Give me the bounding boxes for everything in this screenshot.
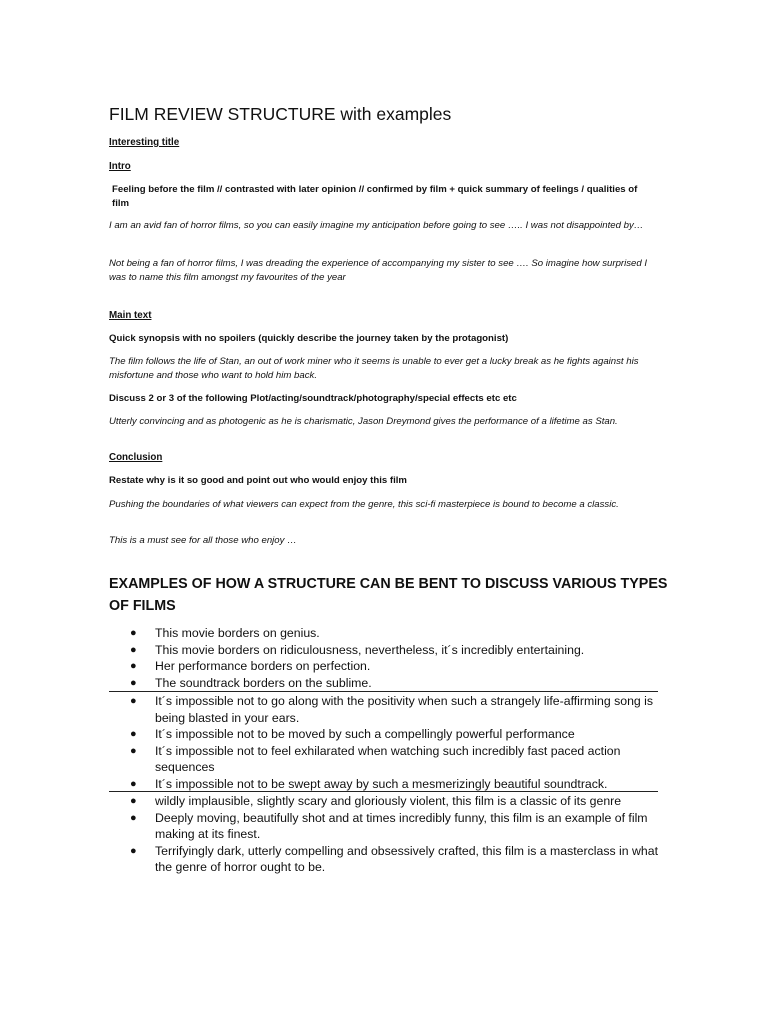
bullet-icon: ● <box>130 676 137 689</box>
intro-description: Feeling before the film // contrasted with later opinion // confirmed by film + quick summary of feelings / qualities of film <box>112 184 638 209</box>
conclusion-example-2: This is a must see for all those who enjoy … <box>109 535 297 546</box>
bullet-group-3 <box>130 793 660 876</box>
discuss-example: Utterly convincing and as photogenic as he is charismatic, Jason Dreymond gives the performance of a lifetime as Stan. <box>109 416 618 427</box>
list-item: ● The soundtrack borders on the sublime. <box>130 675 372 690</box>
conclusion-example-1: Pushing the boundaries of what viewers can expect from the genre, this sci-fi masterpiece is bound to become a classic. <box>109 499 619 510</box>
synopsis-example: The film follows the life of Stan, an out of work miner who it seems is unable to ever get a lucky break as he fights against his misfortune and those who want to hold him back. <box>109 356 639 381</box>
list-item: ● It´s impossible not to feel exhilarated when watching such incredibly fast paced action sequences <box>130 743 621 774</box>
bullet-icon: ● <box>130 795 137 807</box>
main-text-heading: Main text <box>109 310 152 321</box>
bullet-group-2 <box>130 693 660 792</box>
bullet-icon: ● <box>130 660 137 672</box>
bullet-icon: ● <box>130 844 137 857</box>
bullet-icon: ● <box>130 643 137 656</box>
intro-example-1: I am an avid fan of horror films, so you can easily imagine my anticipation before going to see ….. I was not disappointed by… <box>109 220 644 231</box>
list-item: ● It´s impossible not to be swept away by such a mesmerizingly beautiful soundtrack. <box>130 776 608 791</box>
list-item: ● wildly implausible, slightly scary and gloriously violent, this film is a classic of its genre <box>130 794 622 808</box>
conclusion-heading: Conclusion <box>109 452 163 463</box>
examples-heading: EXAMPLES OF HOW A STRUCTURE CAN BE BENT TO DISCUSS VARIOUS TYPES OF FILMS <box>109 576 668 614</box>
bullet-icon: ● <box>130 627 137 639</box>
bullet-icon: ● <box>130 811 137 824</box>
list-item: ● It´s impossible not to go along with the positivity when such a strangely life-affirming song is being blasted in your ears. <box>130 694 654 725</box>
conclusion-instruction: Restate why is it so good and point out who would enjoy this film <box>109 475 407 486</box>
list-item: ● Deeply moving, beautifully shot and at times incredibly funny, this film is an example of film making at its finest. <box>130 810 648 841</box>
divider <box>109 791 658 792</box>
intro-example-2: Not being a fan of horror films, I was dreading the experience of accompanying my sister to see …. So imagine how surprised I was to name this film amongst my favourites of the year <box>109 258 648 283</box>
bullet-icon: ● <box>130 777 137 790</box>
list-item: ● Her performance borders on perfection. <box>130 659 371 673</box>
bullet-icon: ● <box>130 695 137 707</box>
document-title: FILM REVIEW STRUCTURE with examples <box>109 104 452 124</box>
list-item: ● This movie borders on ridiculousness, nevertheless, it´s incredibly entertaining. <box>130 642 585 657</box>
list-item: ● This movie borders on genius. <box>130 626 320 640</box>
intro-heading: Intro <box>109 161 131 172</box>
synopsis-instruction: Quick synopsis with no spoilers (quickly describe the journey taken by the protagonist) <box>109 333 509 344</box>
bullet-icon: ● <box>130 728 137 740</box>
divider <box>109 691 658 692</box>
interesting-title-heading: Interesting title <box>109 137 180 148</box>
list-item: ● It´s impossible not to be moved by such a compellingly powerful performance <box>130 727 575 741</box>
bullet-icon: ● <box>130 744 137 757</box>
bullet-group-1 <box>130 625 660 691</box>
discuss-instruction: Discuss 2 or 3 of the following Plot/acting/soundtrack/photography/special effects etc etc <box>109 393 517 404</box>
list-item: ● Terrifyingly dark, utterly compelling and obsessively crafted, this film is a masterclass in what the genre of horror ought to be. <box>130 843 658 874</box>
